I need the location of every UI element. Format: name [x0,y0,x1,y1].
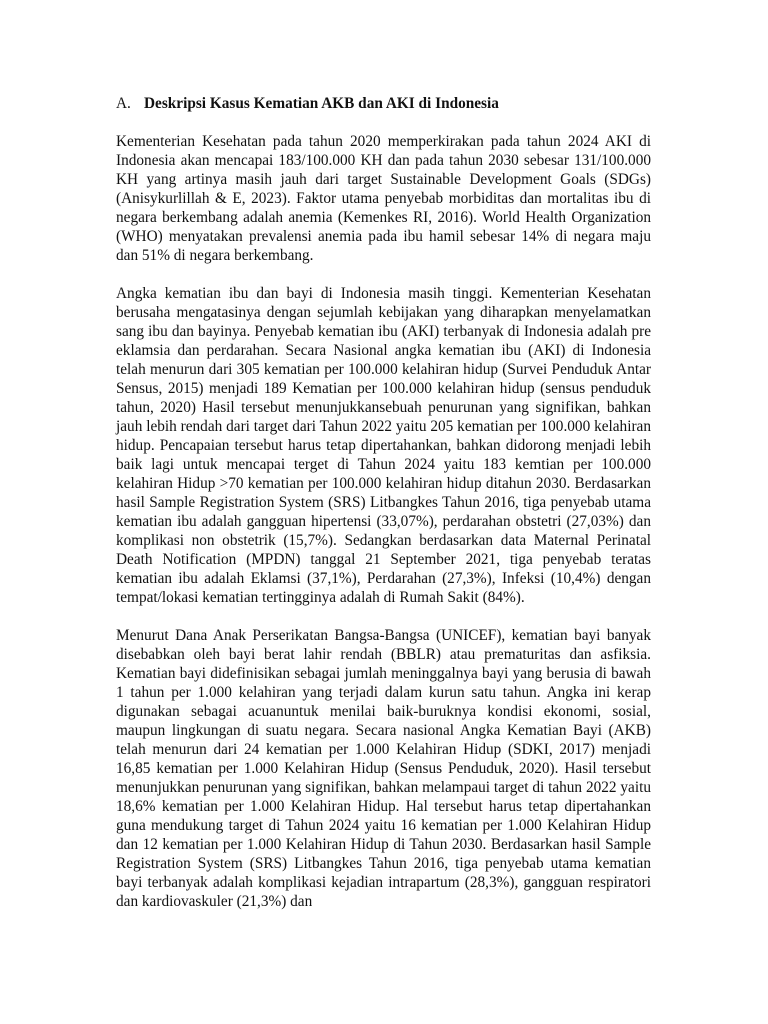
paragraph-aki-projection: Kementerian Kesehatan pada tahun 2020 memperkirakan pada tahun 2024 AKI di Indonesia akan mencapai 183/100.000 KH dan pada tahun 2030 sebesar 131/100.000 KH yang artinya masih jauh dari target Sustainable Development Goals (SDGs) (Anisykurlillah & E, 2023). Faktor utama penyebab morbiditas dan mortalitas ibu di negara berkembang adalah anemia (Kemenkes RI, 2016). World Health Organization (WHO) menyatakan prevalensi anemia pada ibu hamil sebesar 14% di negara maju dan 51% di negara berkembang. [116,133,651,264]
paragraph-akb-unicef: Menurut Dana Anak Perserikatan Bangsa-Bangsa (UNICEF), kematian bayi banyak disebabkan oleh bayi berat lahir rendah (BBLR) atau prematuritas dan asfiksia. Kematian bayi didefinisikan sebagai jumlah meninggalnya bayi yang berusia di bawah 1 tahun per 1.000 kelahiran yang terjadi dalam kurun satu tahun. Angka ini kerap digunakan sebagai acuanuntuk menilai baik-buruknya kondisi ekonomi, sosial, maupun lingkungan di suatu negara. Secara nasional Angka Kematian Bayi (AKB) telah menurun dari 24 kematian per 1.000 Kelahiran Hidup (SDKI, 2017) menjadi 16,85 kematian per 1.000 Kelahiran Hidup (Sensus Penduduk, 2020). Hasil tersebut menunjukkan penurunan yang signifikan, bahkan melampaui target di tahun 2022 yaitu 18,6% kematian per 1.000 Kelahiran Hidup. Hal tersebut harus tetap dipertahankan guna mendukung target di Tahun 2024 yaitu 16 kematian per 1.000 Kelahiran Hidup dan 12 kematian per 1.000 Kelahiran Hidup di Tahun 2030. Berdasarkan hasil Sample Registration System (SRS) Litbangkes Tahun 2016, tiga penyebab utama kematian bayi terbanyak adalah komplikasi kejadian intrapartum (28,3%), gangguan respiratori dan kardiovaskuler (21,3%) dan [116,627,651,910]
section-number: A. [116,95,131,112]
section-heading [116,94,651,113]
section-title: Deskripsi Kasus Kematian AKB dan AKI di Indonesia [144,95,499,112]
paragraph-aki-causes: Angka kematian ibu dan bayi di Indonesia masih tinggi. Kementerian Kesehatan berusaha mengatasinya dengan sejumlah kebijakan yang diharapkan menyelamatkan sang ibu dan bayinya. Penyebab kematian ibu (AKI) terbanyak di Indonesia adalah pre eklamsia dan perdarahan. Secara Nasional angka kematian ibu (AKI) di Indonesia telah menurun dari 305 kematian per 100.000 kelahiran hidup (Survei Penduduk Antar Sensus, 2015) menjadi 189 Kematian per 100.000 kelahiran hidup (sensus penduduk tahun, 2020) Hasil tersebut menunjukkansebuah penurunan yang signifikan, bahkan jauh lebih rendah dari target dari Tahun 2022 yaitu 205 kematian per 100.000 kelahiran hidup. Pencapaian tersebut harus tetap dipertahankan, bahkan didorong menjadi lebih baik lagi untuk mencapai terget di Tahun 2024 yaitu 183 kemtian per 100.000 kelahiran Hidup >70 kematian per 100.000 kelahiran hidup ditahun 2030. Berdasarkan hasil Sample Registration System (SRS) Litbangkes Tahun 2016, tiga penyebab utama kematian ibu adalah gangguan hipertensi (33,07%), perdarahan obstetri (27,03%) dan komplikasi non obstetrik (15,7%). Sedangkan berdasarkan data Maternal Perinatal Death Notification (MPDN) tanggal 21 September 2021, tiga penyebab teratas kematian ibu adalah Eklamsi (37,1%), Perdarahan (27,3%), Infeksi (10,4%) dengan tempat/lokasi kematian tertingginya adalah di Rumah Sakit (84%). [116,285,651,606]
document-page [116,94,651,930]
